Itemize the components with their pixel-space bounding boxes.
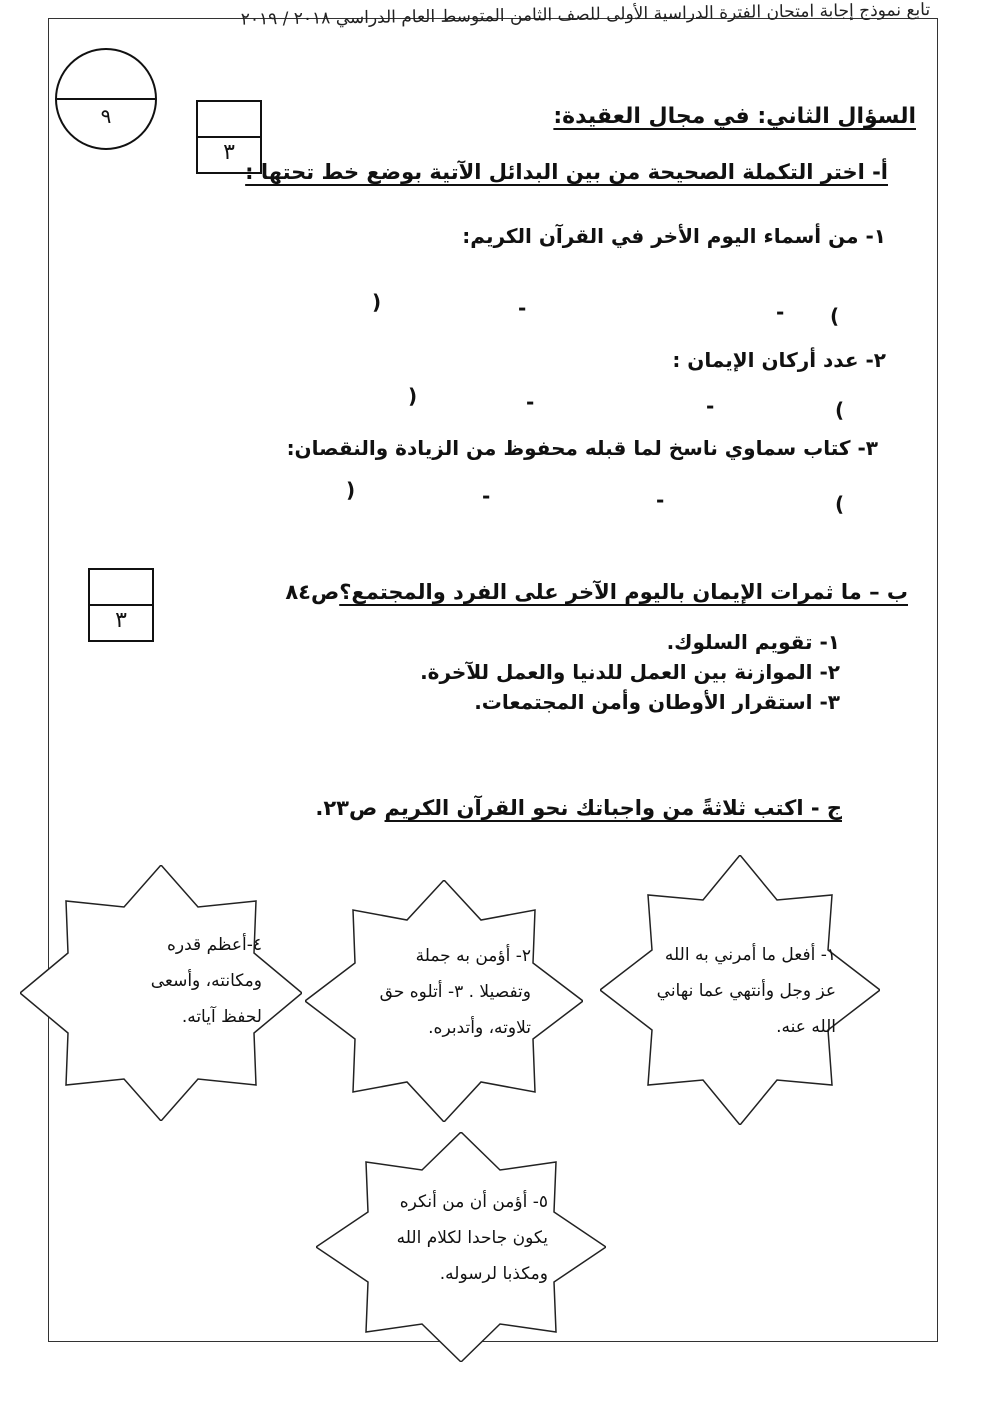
separator: - (482, 484, 491, 508)
answer-star-1 (600, 855, 880, 1125)
separator: - (776, 300, 785, 324)
question-title: السؤال الثاني: في مجال العقيدة: (553, 104, 916, 129)
part-c-prompt: ج - اكتب ثلاثةً من واجباتك نحو القرآن الكريم (384, 796, 842, 820)
separator: - (706, 394, 715, 418)
item-3-stem: ٣- كتاب سماوي ناسخ لما قبله محفوظ من الزيادة والنقصان: (286, 436, 878, 460)
part-b-prompt-line (285, 580, 908, 604)
part-b-score-box (88, 568, 154, 642)
separator: - (656, 488, 665, 512)
star-2-text: ٢- أؤمن به جملة وتفصيلا . ٣- أتلوه حق تلاوته، وأتدبره. (379, 946, 531, 1038)
score-divider (198, 136, 260, 138)
star-4-text: ٥- أؤمن أن من أنكره يكون جاحدا لكلام الله ومكذبا لرسوله. (396, 1192, 548, 1284)
item-3-open: ( (835, 492, 845, 516)
part-a-instruction (245, 160, 888, 184)
item-2-stem: ٢- عدد أركان الإيمان : (672, 348, 886, 372)
part-b-page-ref: ص٨٤ (285, 580, 340, 604)
separator: - (518, 296, 527, 320)
part-b-answer-3: ٣- استقرار الأوطان وأمن المجتمعات. (474, 690, 840, 714)
total-score-circle (55, 48, 157, 150)
part-b-answer-2: ٢- الموازنة بين العمل للدنيا والعمل للآخرة. (420, 660, 840, 684)
item-1-close: ) (372, 290, 382, 314)
part-c-page-ref: ص٢٣. (315, 796, 378, 820)
page-header: تابع نموذج إجابة امتحان الفترة الدراسية الأولى للصف الثامن المتوسط العام الدراسي ٢٠١٨ / ٢٠١٩ (240, 0, 931, 30)
part-a-instruction-text: أ- اختر التكملة الصحيحة من بين البدائل الآتية بوضع خط تحتها : (245, 160, 888, 184)
part-c-prompt-line (315, 796, 842, 820)
score-divider (90, 604, 152, 606)
part-b-score: ٣ (115, 608, 127, 633)
answer-star-2 (305, 880, 583, 1122)
item-1-stem: ١- من أسماء اليوم الأخر في القرآن الكريم: (462, 224, 886, 248)
part-b-answer-1: ١- تقويم السلوك. (666, 630, 840, 654)
answer-star-3 (20, 865, 302, 1121)
separator: - (526, 390, 535, 414)
total-score: ٩ (100, 104, 112, 128)
score-divider (57, 98, 155, 100)
answer-star-4 (316, 1132, 606, 1362)
part-a-score: ٣ (223, 140, 235, 165)
star-1-text: ١- أفعل ما أمرني به الله عز وجل وأنتهي عما نهاني الله عنه. (656, 945, 836, 1037)
item-3-close: ) (346, 478, 356, 502)
item-2-close: ) (408, 384, 418, 408)
star-3-text: ٤-أعظم قدره ومكانته، وأسعى لحفظ آياته. (150, 935, 262, 1027)
item-2-open: ( (835, 398, 845, 422)
item-1-open: ( (830, 304, 840, 328)
part-b-prompt: ب – ما ثمرات الإيمان باليوم الآخر على الفرد والمجتمع؟ (339, 580, 908, 604)
